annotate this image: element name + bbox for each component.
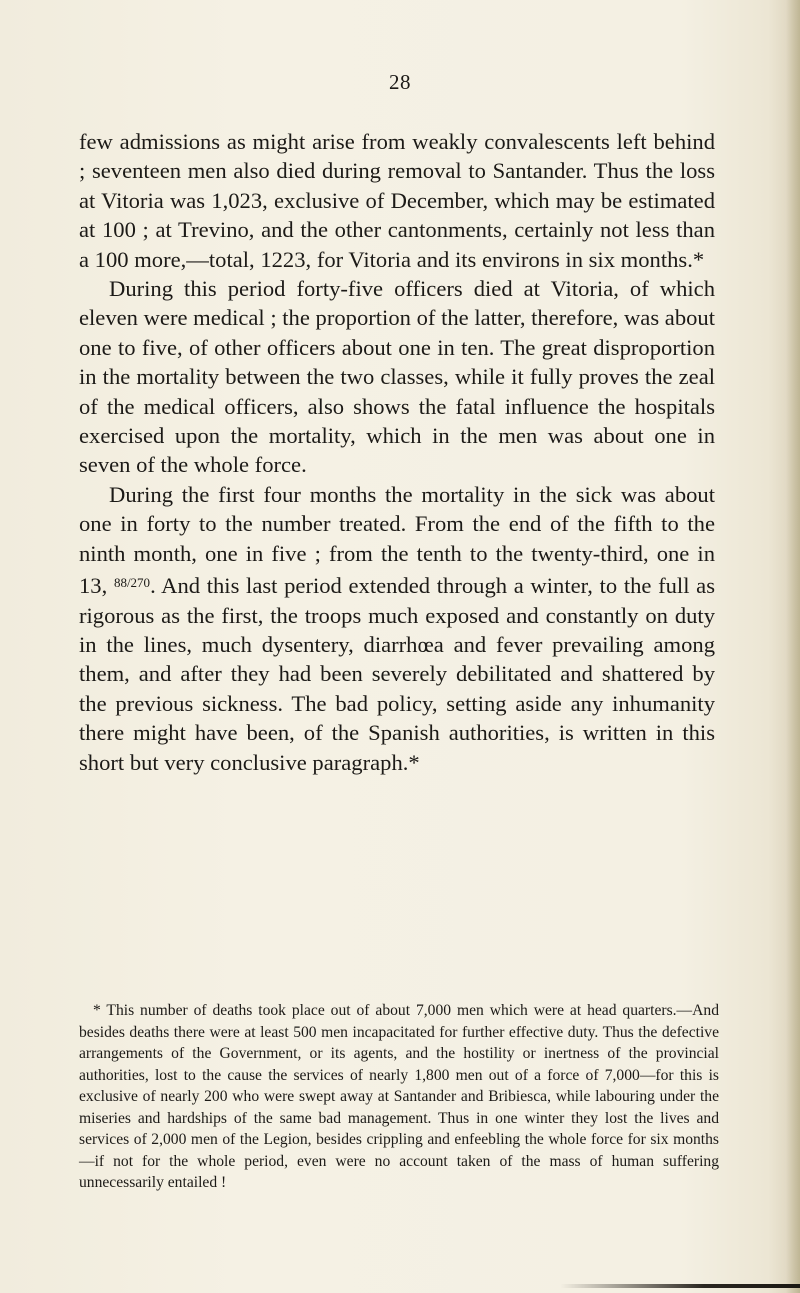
footnote xyxy=(79,1000,719,1194)
paragraph-1: few admissions as might arise from weakly convalescents left behind ; seventeen men also died during removal to Santander. Thus the loss at Vitoria was 1,023, exclusive of December, which may be estimated at 100 ; at Trevino, and the other cantonments, certainly not less than a 100 more,—total, 1223, for Vitoria and its environs in six months.* xyxy=(79,129,715,272)
footnote-text: * This number of deaths took place out of about 7,000 men which were at head quarters.—And besides deaths there were at least 500 men incapacitated for further effective duty. Thus the defective arrangements of the Government, or its agents, and the hostility or inertness of the provincial authorities, lost to the cause the services of nearly 1,800 men out of a force of 7,000—for this is exclusive of nearly 200 who were swept away at Santander and Bribiesca, while labouring under the miseries and hardships of the same bad management. Thus in one winter they lost the lives and services of 2,000 men of the Legion, besides crippling and enfeebling the whole force for six months—if not for the whole period, even were no account taken of the mass of human suffering unnecessarily entailed ! xyxy=(79,1002,719,1191)
bottom-edge-rule xyxy=(560,1284,800,1288)
page-number: 28 xyxy=(389,70,411,94)
body-text xyxy=(79,127,715,777)
paragraph-3-part-b: . And this last period extended through a winter, to the full as rigorous as the first, the troops much exposed and constantly on duty in the lines, much dysentery, diarrhœa and fever prevailing among them, and after they had been severely debilitated and shattered by the previous sickness. The bad policy, setting aside any inhumanity there might have been, of the Spanish authorities, is written in this short but very conclusive paragraph.* xyxy=(79,573,715,775)
paragraph-2: During this period forty-five officers died at Vitoria, of which eleven were medical ; the proportion of the latter, therefore, was about one to five, of other officers about one in ten. The great disproportion in the mortality between the two classes, while it fully proves the zeal of the medical officers, also shows the fatal influence the hospitals exercised upon the mortality, which in the men was about one in seven of the whole force. xyxy=(79,276,715,478)
paragraph-3-part-a: During the first four months the mortality in the sick was about one in forty to the number treated. From the end of the fifth to the ninth month, one in five ; from the tenth to the twenty-third, one in 13, xyxy=(79,481,715,599)
page-edge-shadow xyxy=(786,0,800,1293)
paragraph-3 xyxy=(79,480,715,777)
fraction: 88/270 xyxy=(113,575,151,591)
